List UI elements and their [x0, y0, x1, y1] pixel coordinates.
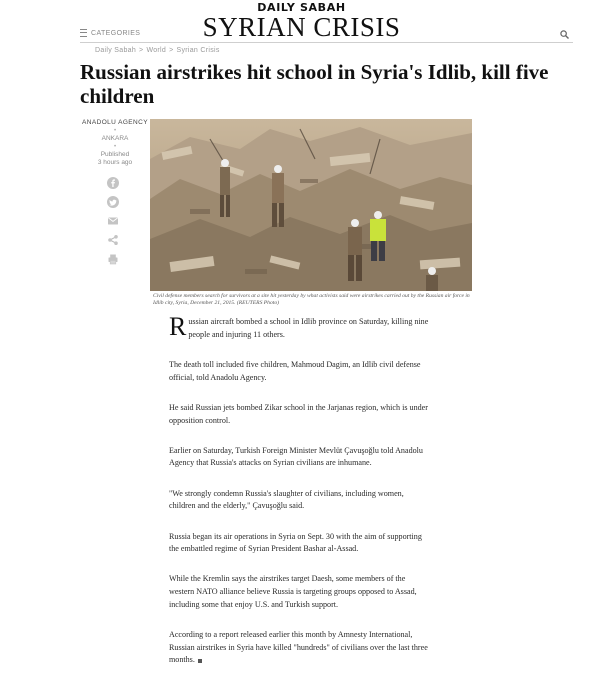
breadcrumb-item-world[interactable]: World: [146, 47, 167, 54]
last-paragraph-text: According to a report released earlier this month by Amnesty International, Russian airstrikes in Syria have killed "hundreds" of civilians over the last three months.: [169, 630, 428, 665]
drop-cap: R: [169, 312, 187, 341]
rubble-scene-image: [150, 119, 472, 291]
search-icon[interactable]: [560, 30, 569, 39]
article-body: [169, 312, 431, 685]
end-of-article-icon: [198, 659, 202, 663]
breadcrumb-item-home[interactable]: Daily Sabah: [95, 47, 137, 54]
location: ANKARA: [101, 135, 129, 142]
breadcrumb-separator: >: [139, 47, 144, 54]
share-toolbar: [106, 176, 120, 271]
article-title: Russian airstrikes hit school in Syria's Idlib, kill five children: [80, 60, 549, 108]
meta-bullet: •: [113, 128, 117, 134]
facebook-icon[interactable]: [106, 176, 120, 190]
photo-caption: Civil defense members search for survivors at a site hit yesterday by what activists said were airstrikes carried out by the Russian air force in Idlib city, Syria, December 21, 2015. (REUTERS Photo): [153, 293, 470, 306]
share-icon[interactable]: [106, 233, 120, 247]
header-divider: [80, 42, 573, 43]
twitter-icon[interactable]: [106, 195, 120, 209]
published-label: Published: [100, 151, 130, 158]
breadcrumb-separator: >: [169, 47, 174, 54]
categories-label: CATEGORIES: [91, 29, 141, 37]
agency-name[interactable]: ANADOLU AGENCY: [82, 119, 148, 126]
print-icon[interactable]: [106, 252, 120, 266]
lead-text: ussian aircraft bombed a school in Idlib province on Saturday, killing nine people and injuring 11 others.: [188, 317, 429, 339]
body-paragraph: Earlier on Saturday, Turkish Foreign Minister Mevlüt Çavuşoğlu told Anadolu Agency that Russia's attacks on Syrian civilians are inhumane.: [169, 445, 423, 468]
article-meta: [80, 119, 150, 167]
section-title[interactable]: SYRIAN CRISIS: [202, 12, 401, 42]
lead-paragraph: [169, 312, 431, 341]
meta-bullet: •: [113, 144, 117, 150]
email-icon[interactable]: [106, 214, 120, 228]
body-paragraph: The death toll included five children, Mahmoud Dagim, an Idlib civil defense official, told Anadolu Agency.: [169, 359, 421, 382]
site-header: [0, 0, 603, 44]
breadcrumb-item-syrian-crisis[interactable]: Syrian Crisis: [176, 47, 220, 54]
breadcrumb: [95, 47, 220, 54]
body-paragraph: While the Kremlin says the airstrikes target Daesh, some members of the western NATO alliance believe Russia is targeting groups opposed to Assad, including some that enjoy U.S. and Turkish support.: [169, 574, 417, 609]
last-paragraph: [169, 629, 431, 667]
brand-logo[interactable]: DAILY SABAH: [257, 2, 346, 14]
body-paragraph: He said Russian jets bombed Zikar school in the Jarjanas region, which is under opposition control.: [169, 402, 428, 425]
published-time: 3 hours ago: [97, 159, 133, 166]
body-paragraph: Russia began its air operations in Syria on Sept. 30 with the aim of supporting the embattled regime of Syrian President Bashar al-Assad.: [169, 531, 422, 554]
body-paragraph: "We strongly condemn Russia's slaughter of civilians, including women, children and the elderly," Çavuşoğlu said.: [169, 488, 404, 511]
article-photo[interactable]: [150, 119, 472, 291]
